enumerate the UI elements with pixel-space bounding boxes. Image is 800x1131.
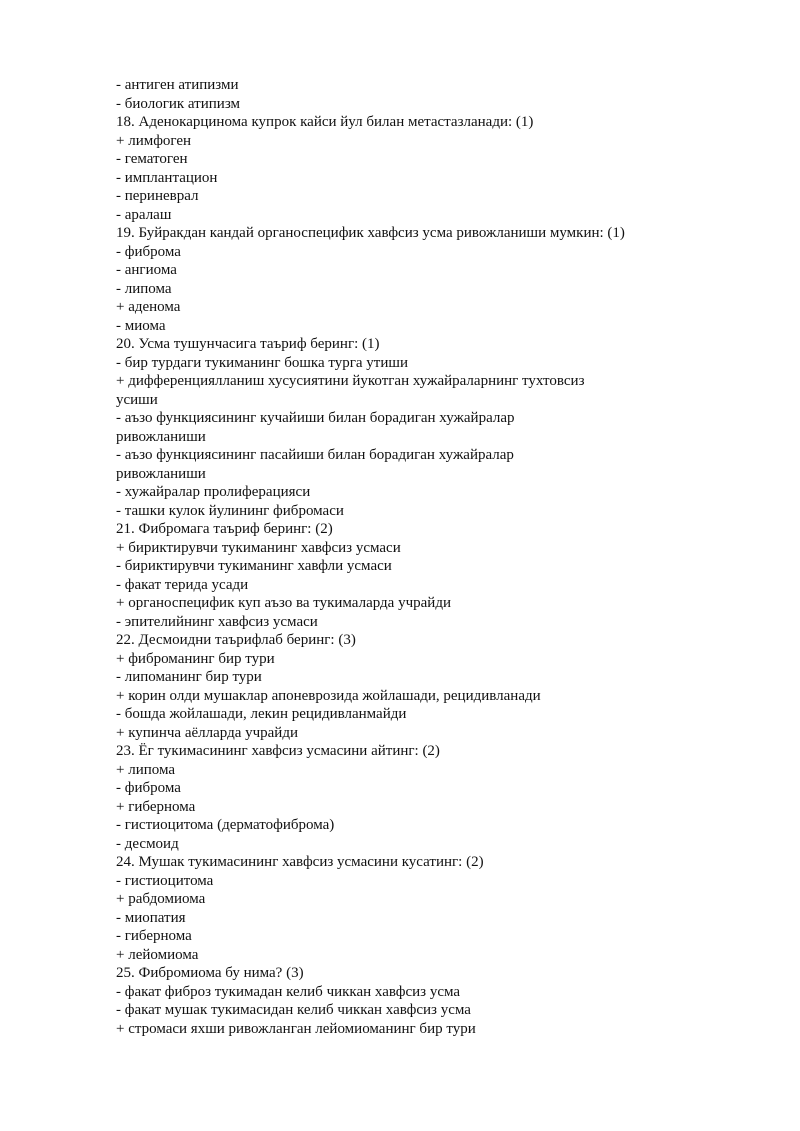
answer-option-incorrect: - аъзо функциясининг кучайиши билан борадиган хужайралар <box>116 410 515 426</box>
answer-option-correct: + стромаси яхши ривожланган лейомиоманинг бир тури <box>116 1020 476 1037</box>
answer-option-incorrect: - миома <box>116 317 166 334</box>
answer-option-incorrect: - хужайралар пролиферацияси <box>116 484 311 500</box>
answer-option-incorrect: - биологик атипизм <box>116 95 241 112</box>
question-text: 20. Усма тушунчасига таъриф беринг: (1) <box>116 336 380 352</box>
answer-option-incorrect: - гематоген <box>116 151 188 167</box>
answer-option-incorrect: - десмоид <box>116 835 179 852</box>
question-text: 21. Фибромага таъриф беринг: (2) <box>116 521 333 537</box>
answer-option-incorrect: - фиброма <box>116 243 181 260</box>
answer-option-incorrect: - гистиоцитома <box>116 872 214 889</box>
document-page <box>116 76 676 1038</box>
answer-option-incorrect: - гибернома <box>116 928 192 944</box>
answer-option-incorrect: - факат терида усади <box>116 576 249 593</box>
answer-option-correct: + рабдомиома <box>116 891 206 907</box>
answer-option-incorrect: - факат фиброз тукимадан келиб чиккан хавфсиз усма <box>116 983 461 1000</box>
question-text: 19. Буйракдан кандай органоспецифик хавфсиз усма ривожланиши мумкин: (1) <box>116 225 625 241</box>
answer-option-incorrect: - ташки кулок йулининг фибромаси <box>116 502 344 519</box>
answer-option-incorrect: - аъзо функциясининг пасайиши билан борадиган хужайралар <box>116 447 514 463</box>
answer-option-incorrect: - липоманинг бир тури <box>116 669 262 685</box>
answer-option-correct: + корин олди мушаклар апоневрозида жойлашади, рецидивланади <box>116 687 541 704</box>
answer-option-correct: + липома <box>116 761 176 778</box>
answer-option-incorrect: - ангиома <box>116 262 177 278</box>
answer-option-incorrect: - бир турдаги тукиманинг бошка турга утиши <box>116 354 408 371</box>
answer-option-correct: + дифференциялланиш хусусиятини йукотган хужайраларнинг тухтовсиз <box>116 373 585 389</box>
answer-option-correct: + органоспецифик куп аъзо ва тукималарда учрайди <box>116 595 451 611</box>
answer-option-incorrect: - фиброма <box>116 780 181 796</box>
answer-option-incorrect: - бошда жойлашади, лекин рецидивланмайди <box>116 706 407 722</box>
answer-option-correct: + бириктирувчи тукиманинг хавфсиз усмаси <box>116 539 401 556</box>
question-text: 25. Фибромиома бу нима? (3) <box>116 965 304 981</box>
answer-option-correct: + аденома <box>116 299 181 315</box>
question-text: 23. Ёг тукимасининг хавфсиз усмасини айтинг: (2) <box>116 743 440 759</box>
answer-option-incorrect: - гистиоцитома (дерматофиброма) <box>116 817 335 833</box>
answer-option-incorrect: - факат мушак тукимасидан келиб чиккан хавфсиз усма <box>116 1002 471 1018</box>
question-text: 22. Десмоидни таърифлаб беринг: (3) <box>116 632 356 648</box>
answer-option-incorrect: - имплантацион <box>116 169 218 186</box>
answer-option-incorrect: - аралаш <box>116 206 172 223</box>
answer-option-incorrect: - антиген атипизми <box>116 77 239 93</box>
answer-option-incorrect: - периневрал <box>116 188 199 204</box>
answer-option-correct: + лейомиома <box>116 946 199 963</box>
answer-option-incorrect: - липома <box>116 280 172 297</box>
answer-option-incorrect: - бириктирувчи тукиманинг хавфли усмаси <box>116 558 392 574</box>
answer-continuation: ривожланиши <box>116 428 206 445</box>
answer-continuation: ривожланиши <box>116 465 206 482</box>
question-text: 24. Мушак тукимасининг хавфсиз усмасини кусатинг: (2) <box>116 854 484 870</box>
answer-continuation: усиши <box>116 391 158 408</box>
question-text: 18. Аденокарцинома купрок кайси йул билан метастазланади: (1) <box>116 114 534 130</box>
answer-option-incorrect: - миопатия <box>116 909 186 926</box>
answer-option-correct: + купинча аёлларда учрайди <box>116 724 298 741</box>
answer-option-correct: + лимфоген <box>116 132 192 149</box>
answer-option-correct: + гибернома <box>116 798 196 815</box>
answer-option-incorrect: - эпителийнинг хавфсиз усмаси <box>116 613 318 630</box>
answer-option-correct: + фиброманинг бир тури <box>116 650 275 667</box>
